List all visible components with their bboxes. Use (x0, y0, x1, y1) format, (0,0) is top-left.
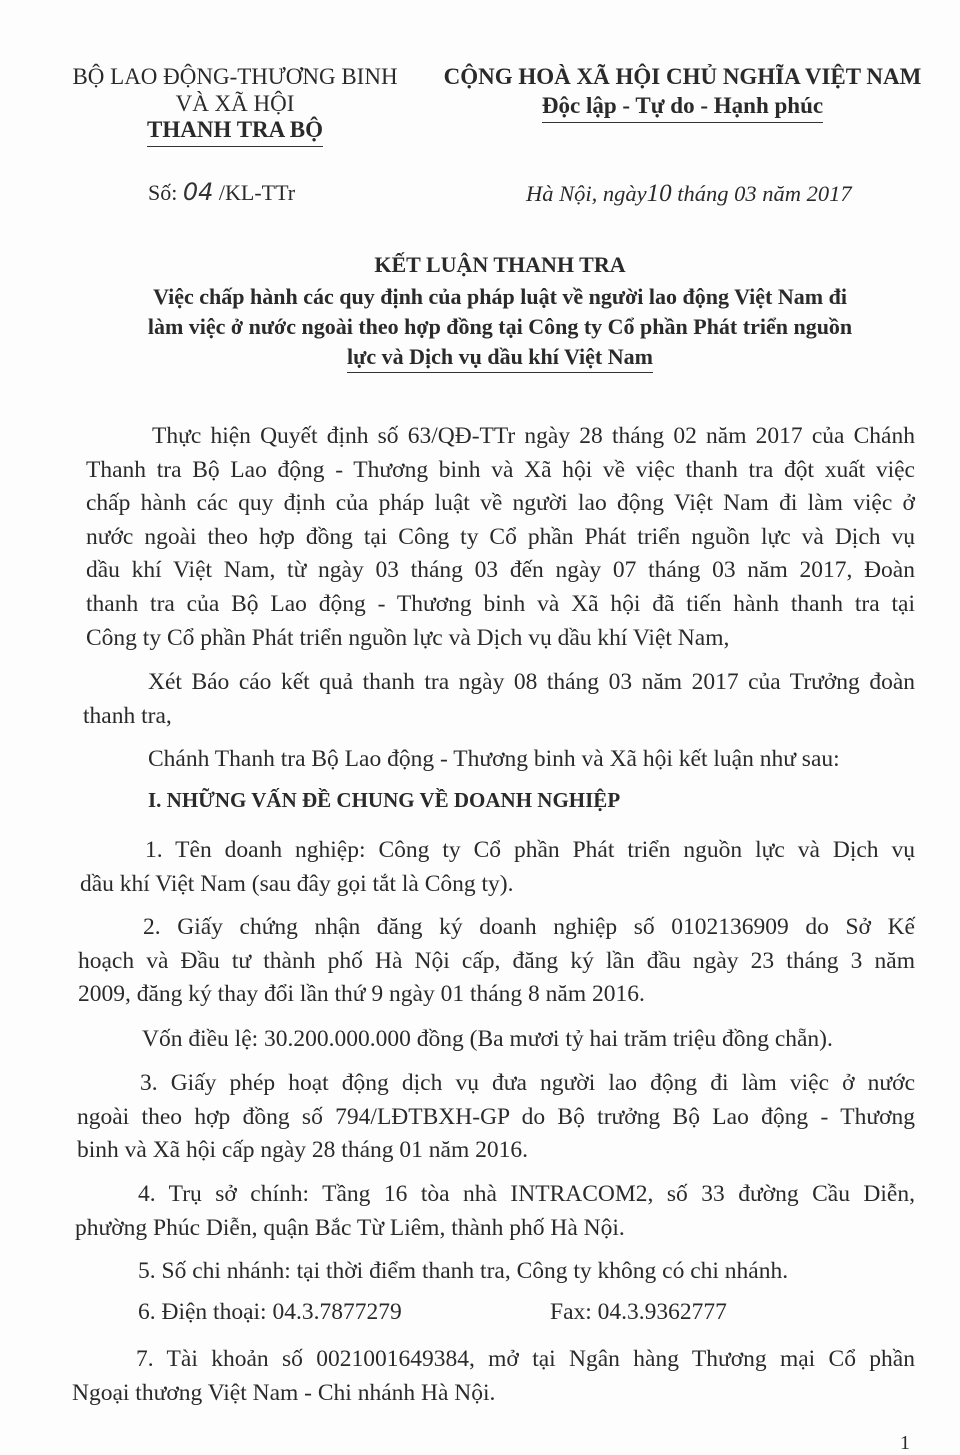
text-line: dầu khí Việt Nam, từ ngày 03 tháng 03 đến ngày 07 tháng 03 năm 2017, Đoàn (86, 557, 915, 584)
motto-wrap (425, 93, 940, 119)
country-name: CỘNG HOÀ XÃ HỘI CHỦ NGHĨA VIỆT NAM (443, 64, 922, 89)
text-line: ngoài theo hợp đồng số 794/LĐTBXH-GP do Bộ trưởng Bộ Lao động - Thương (77, 1103, 915, 1130)
document-date (526, 180, 852, 208)
document-title (60, 250, 940, 372)
text-line: phường Phúc Diễn, quận Bắc Từ Liêm, thành phố Hà Nội. (75, 1214, 625, 1241)
text-line: binh và Xã hội cấp ngày 28 tháng 01 năm 2016. (77, 1137, 528, 1164)
text-line: 5. Số chi nhánh: tại thời điểm thanh tra, Công ty không có chi nhánh. (138, 1258, 789, 1284)
paragraph-item4 (75, 1178, 915, 1245)
paragraph-item5 (75, 1255, 915, 1289)
text-line: dầu khí Việt Nam (sau đây gọi tắt là Công ty). (80, 870, 514, 897)
paragraph-capital (78, 1023, 915, 1057)
paragraph-item1 (80, 834, 915, 901)
text-line: 2009, đăng ký thay đổi lần thứ 9 ngày 01 tháng 8 năm 2016. (78, 981, 645, 1008)
motto: Độc lập - Tự do - Hạnh phúc (542, 93, 823, 123)
paragraph-item2 (78, 911, 915, 1012)
text-line: Công ty Cổ phần Phát triển nguồn lực và Dịch vụ dầu khí Việt Nam, (86, 624, 730, 651)
text-line: nước ngoài theo hợp đồng tại Công ty Cổ phần Phát triển nguồn lực và Dịch vụ (86, 523, 915, 550)
text-line: thanh tra của Bộ Lao động - Thương binh và Xã hội đã tiến hành thanh tra tại (86, 590, 915, 617)
text-line: hoạch và Đầu tư thành phố Hà Nội cấp, đăng ký lần đầu ngày 23 tháng 3 năm (78, 947, 915, 974)
text-line: Thanh tra Bộ Lao động - Thương binh và Xã hội về việc thanh tra đột xuất việc (86, 456, 915, 483)
section-heading: I. NHỮNG VẤN ĐỀ CHUNG VỀ DOANH NGHIỆP (148, 788, 621, 812)
paragraph-item3 (77, 1067, 915, 1168)
text-line: 7. Tài khoản số 0021001649384, mở tại Ngân hàng Thương mại Cổ phần (136, 1346, 915, 1372)
text-line: Ngoại thương Việt Nam - Chi nhánh Hà Nội. (72, 1379, 496, 1406)
paragraph-p3 (83, 743, 915, 777)
text-line: Xét Báo cáo kết quả thanh tra ngày 08 tháng 03 năm 2017 của Trưởng đoàn (148, 669, 915, 695)
title-sub-line: làm việc ở nước ngoài theo hợp đồng tại Công ty Cổ phần Phát triển nguồn (147, 314, 853, 339)
text-line: 4. Trụ sở chính: Tầng 16 tòa nhà INTRACOM2, số 33 đường Cầu Diễn, (138, 1181, 915, 1207)
number-prefix: Số: (148, 180, 183, 205)
page-number: 1 (900, 1432, 910, 1454)
title-sub-line: Việc chấp hành các quy định của pháp luật về người lao động Việt Nam đi (153, 284, 847, 309)
department-wrap (60, 117, 410, 143)
header-left (60, 64, 410, 143)
title-sub-line (60, 342, 940, 372)
text-line: chấp hành các quy định của pháp luật về người lao động Việt Nam đi làm việc ở (86, 490, 915, 517)
date-prefix: Hà Nội, ngày (526, 181, 647, 206)
header-right (425, 64, 940, 119)
ministry-name-2: VÀ XÃ HỘI (175, 91, 295, 116)
number-suffix: /KL-TTr (213, 180, 296, 205)
ministry-name: BỘ LAO ĐỘNG-THƯƠNG BINH (72, 64, 398, 89)
text-line: Chánh Thanh tra Bộ Lao động - Thương binh và Xã hội kết luận như sau: (148, 746, 840, 772)
contact-phone: 6. Điện thoại: 04.3.7877279 (138, 1299, 402, 1325)
date-handwritten: 10 (646, 180, 672, 207)
text-line: thanh tra, (83, 702, 172, 729)
paragraph-item7 (72, 1343, 915, 1410)
text-line: Thực hiện Quyết định số 63/QĐ-TTr ngày 28 tháng 02 năm 2017 của Chánh (152, 423, 915, 449)
date-suffix: tháng 03 năm 2017 (671, 181, 852, 206)
department-name: THANH TRA BỘ (147, 117, 323, 147)
text-line: 3. Giấy phép hoạt động dịch vụ đưa người lao động đi làm việc ở nước (140, 1070, 915, 1096)
paragraph-p2 (83, 666, 915, 733)
text-line: Vốn điều lệ: 30.200.000.000 đồng (Ba mươi tỷ hai trăm triệu đồng chẵn). (142, 1026, 833, 1052)
text-line: 1. Tên doanh nghiệp: Công ty Cổ phần Phát triển nguồn lực và Dịch vụ (145, 837, 915, 863)
title-sub-last: lực và Dịch vụ dầu khí Việt Nam (347, 344, 653, 373)
document-number (148, 178, 295, 206)
contact-fax: Fax: 04.3.9362777 (550, 1299, 727, 1325)
paragraph-p1 (86, 420, 915, 655)
text-line: 2. Giấy chứng nhận đăng ký doanh nghiệp số 0102136909 do Sở Kế (143, 914, 915, 940)
title-main: KẾT LUẬN THANH TRA (374, 252, 626, 277)
number-handwritten: 04 (182, 178, 214, 206)
